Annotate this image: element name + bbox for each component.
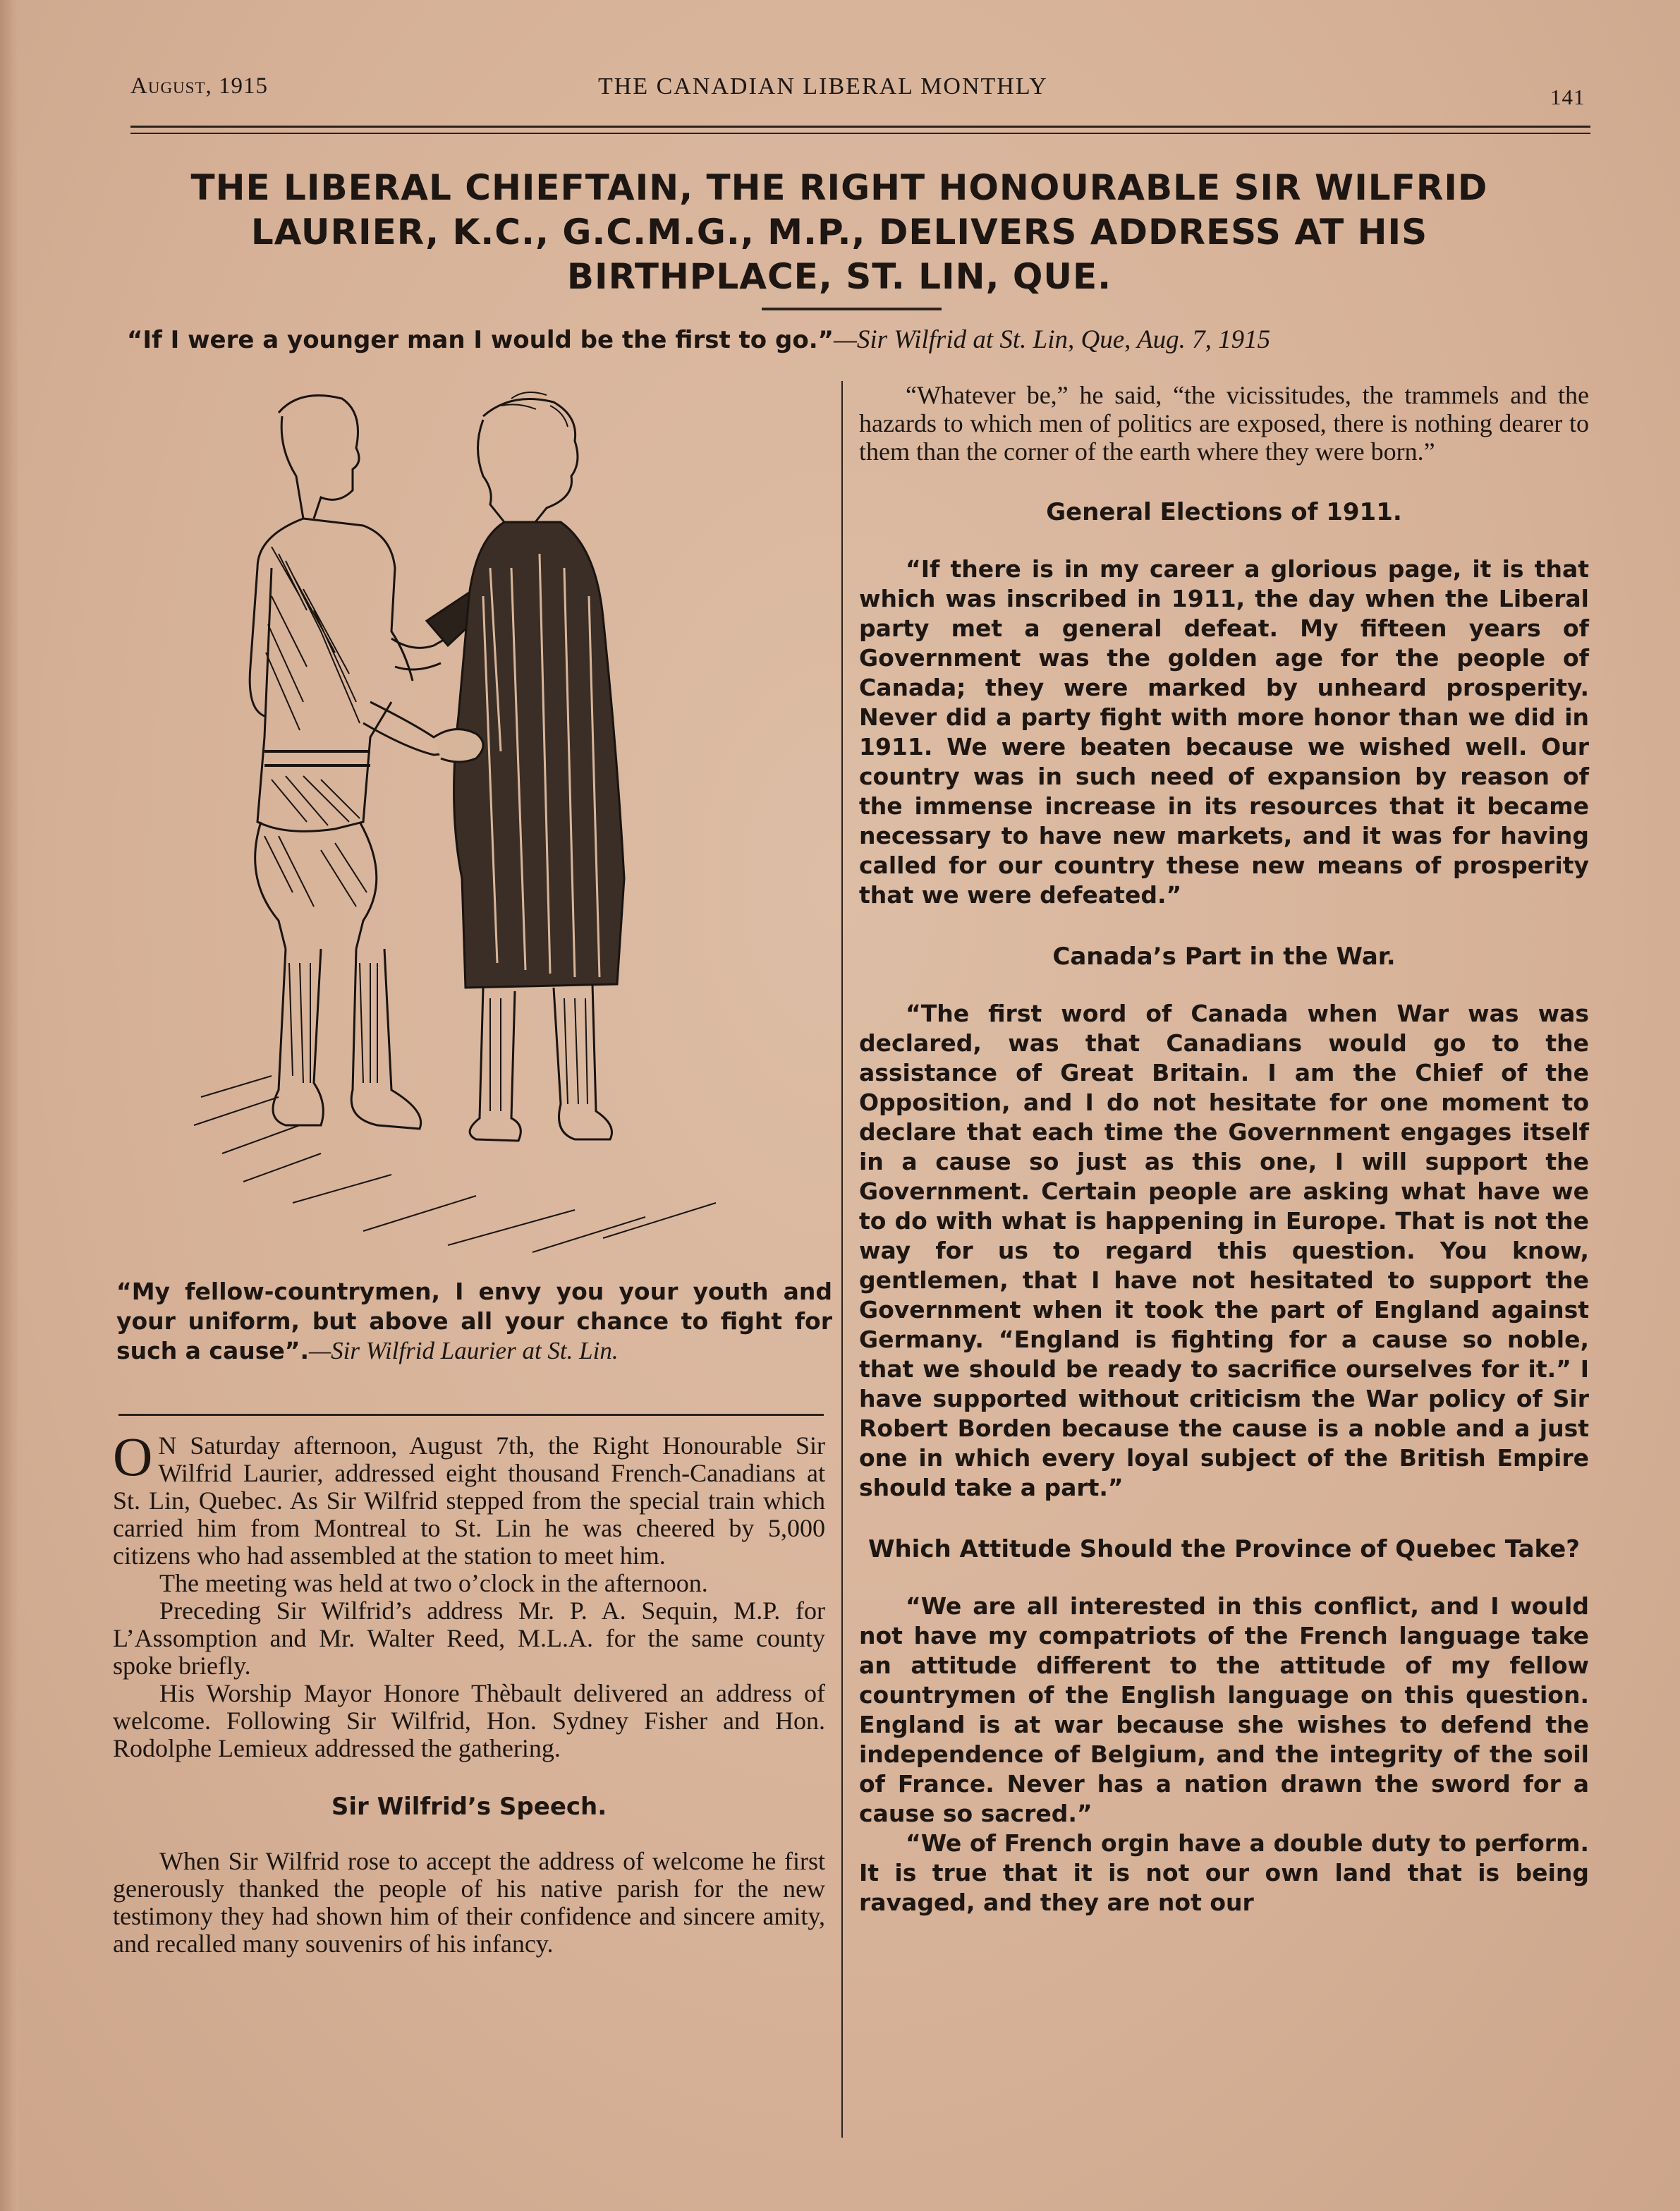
page-number: 141 — [1550, 85, 1585, 109]
article-title: THE LIBERAL CHIEFTAIN, THE RIGHT HONOURABLE SIR WILFRID LAURIER, K.C., G.C.M.G., M.P., DELIVERS ADDRESS AT HIS BIRTHPLACE, ST. LIN, QUE. — [190, 167, 1488, 297]
epigraph-source: —Sir Wilfrid at St. Lin, Que, Aug. 7, 1915 — [833, 325, 1271, 354]
caption-source: —Sir Wilfrid Laurier at St. Lin. — [309, 1337, 619, 1364]
subhead-speech: Sir Wilfrid’s Speech. — [331, 1793, 607, 1821]
left-paragraph-1 — [113, 1426, 825, 1570]
epigraph-quote: “If I were a younger man I would be the first to go.” — [127, 326, 834, 354]
subhead-war: Canada’s Part in the War. — [1052, 943, 1396, 971]
right-paragraph-2: “If there is in my career a glorious page, it is that which was inscribed in 1911, the day when the Liberal party met a general defeat. My fifteen years of Government was the golden age for the people of Canada; they were marked by unheard prosperity. Never did a party fight with more honor than we did in 1911. We were beaten because we wished well. Our country was in such need of expansion by reason of the immense increase in its resources that it became necessary to have new markets, and it was for having called for our country these new means of prosperity that we were defeated.” — [859, 555, 1589, 909]
header-rule-bottom — [130, 133, 1590, 134]
column-divider — [841, 381, 843, 2138]
right-paragraph-5: “We of French orgin have a double duty to perform. It is true that it is not our own land that is being ravaged, and they are not our — [859, 1829, 1589, 1916]
left-column-body — [113, 1426, 825, 1958]
header-rule-top — [130, 126, 1590, 128]
right-column-body — [859, 381, 1589, 1918]
left-paragraph-4: His Worship Mayor Honore Thèbault delivered an address of welcome. Following Sir Wilfrid, Hon. Sydney Fisher and Hon. Rodolphe Lemieux addressed the gathering. — [113, 1679, 825, 1762]
subhead-quebec: Which Attitude Should the Province of Quebec Take? — [868, 1535, 1581, 1563]
right-paragraph-4: “We are all interested in this conflict, and I would not have my compatriots of the French language take an attitude different to the attitude of my fellow countrymen of the English language on this question. England is at war because she wishes to defend the independence of Belgium, and the integrity of the soil of France. Never has a nation drawn the sword for a cause so sacred.” — [859, 1592, 1589, 1827]
subhead-1911: General Elections of 1911. — [1046, 498, 1402, 526]
left-paragraph-5: When Sir Wilfrid rose to accept the address of welcome he first generously thanked the people of his native parish for the new testimony they had shown him of their confidence and sincere amity, and recalled many souvenirs of his infancy. — [113, 1847, 825, 1958]
right-paragraph-3: “The first word of Canada when War was was declared, was that Canadians would go to the assistance of Great Britain. I am the Chief of the Opposition, and I do not hesitate for one moment to declare that each time the Government engages itself in a cause so just as this one, I will support the Government. Certain people are asking what have we to do with what is happening in Europe. That is not the way for us to regard this question. You know, gentlemen, that I have not hesitated to support the Government when it took the part of England against Germany. “England is fighting for a cause so noble, that we should be ready to sacrifice ourselves for it.” I have supported without criticism the War policy of Sir Robert Borden because the cause is a noble and a just one in which every loyal subject of the British Empire should take a part.” — [859, 1000, 1589, 1501]
illustration-caption — [116, 1277, 832, 1366]
caption-rule — [118, 1414, 824, 1416]
left-paragraph-2: The meeting was held at two o’clock in the afternoon. — [159, 1569, 708, 1597]
dropcap: O — [113, 1426, 153, 1487]
issue-date: August, 1915 — [130, 73, 269, 99]
right-paragraph-1: “Whatever be,” he said, “the vicissitudes, the trammels and the hazards to which men of politics are exposed, there is nothing dearer to them than the corner of the earth where they were born.” — [859, 381, 1589, 466]
epigraph — [127, 325, 1608, 355]
publication-title: THE CANADIAN LIBERAL MONTHLY — [598, 73, 1048, 99]
caption-quote: “My fellow-countrymen, I envy you your youth and your uniform, but above all your chance to fight for such a cause”. — [116, 1278, 832, 1364]
soldier-handshake-illustration — [180, 384, 815, 1266]
title-rule — [762, 308, 942, 310]
page-edge — [0, 0, 18, 2211]
left-paragraph-3: Preceding Sir Wilfrid’s address Mr. P. A. Sequin, M.P. for L’Assomption and Mr. Walter Reed, M.L.A. for the same county spoke briefly. — [113, 1597, 825, 1680]
left-paragraph-1-text: N Saturday afternoon, August 7th, the Right Honourable Sir Wilfrid Laurier, addressed eight thousand French-Canadians at St. Lin, Quebec. As Sir Wilfrid stepped from the special train which carried him from Montreal to St. Lin he was cheered by 5,000 citizens who had assembled at the station to meet him. — [113, 1431, 825, 1570]
